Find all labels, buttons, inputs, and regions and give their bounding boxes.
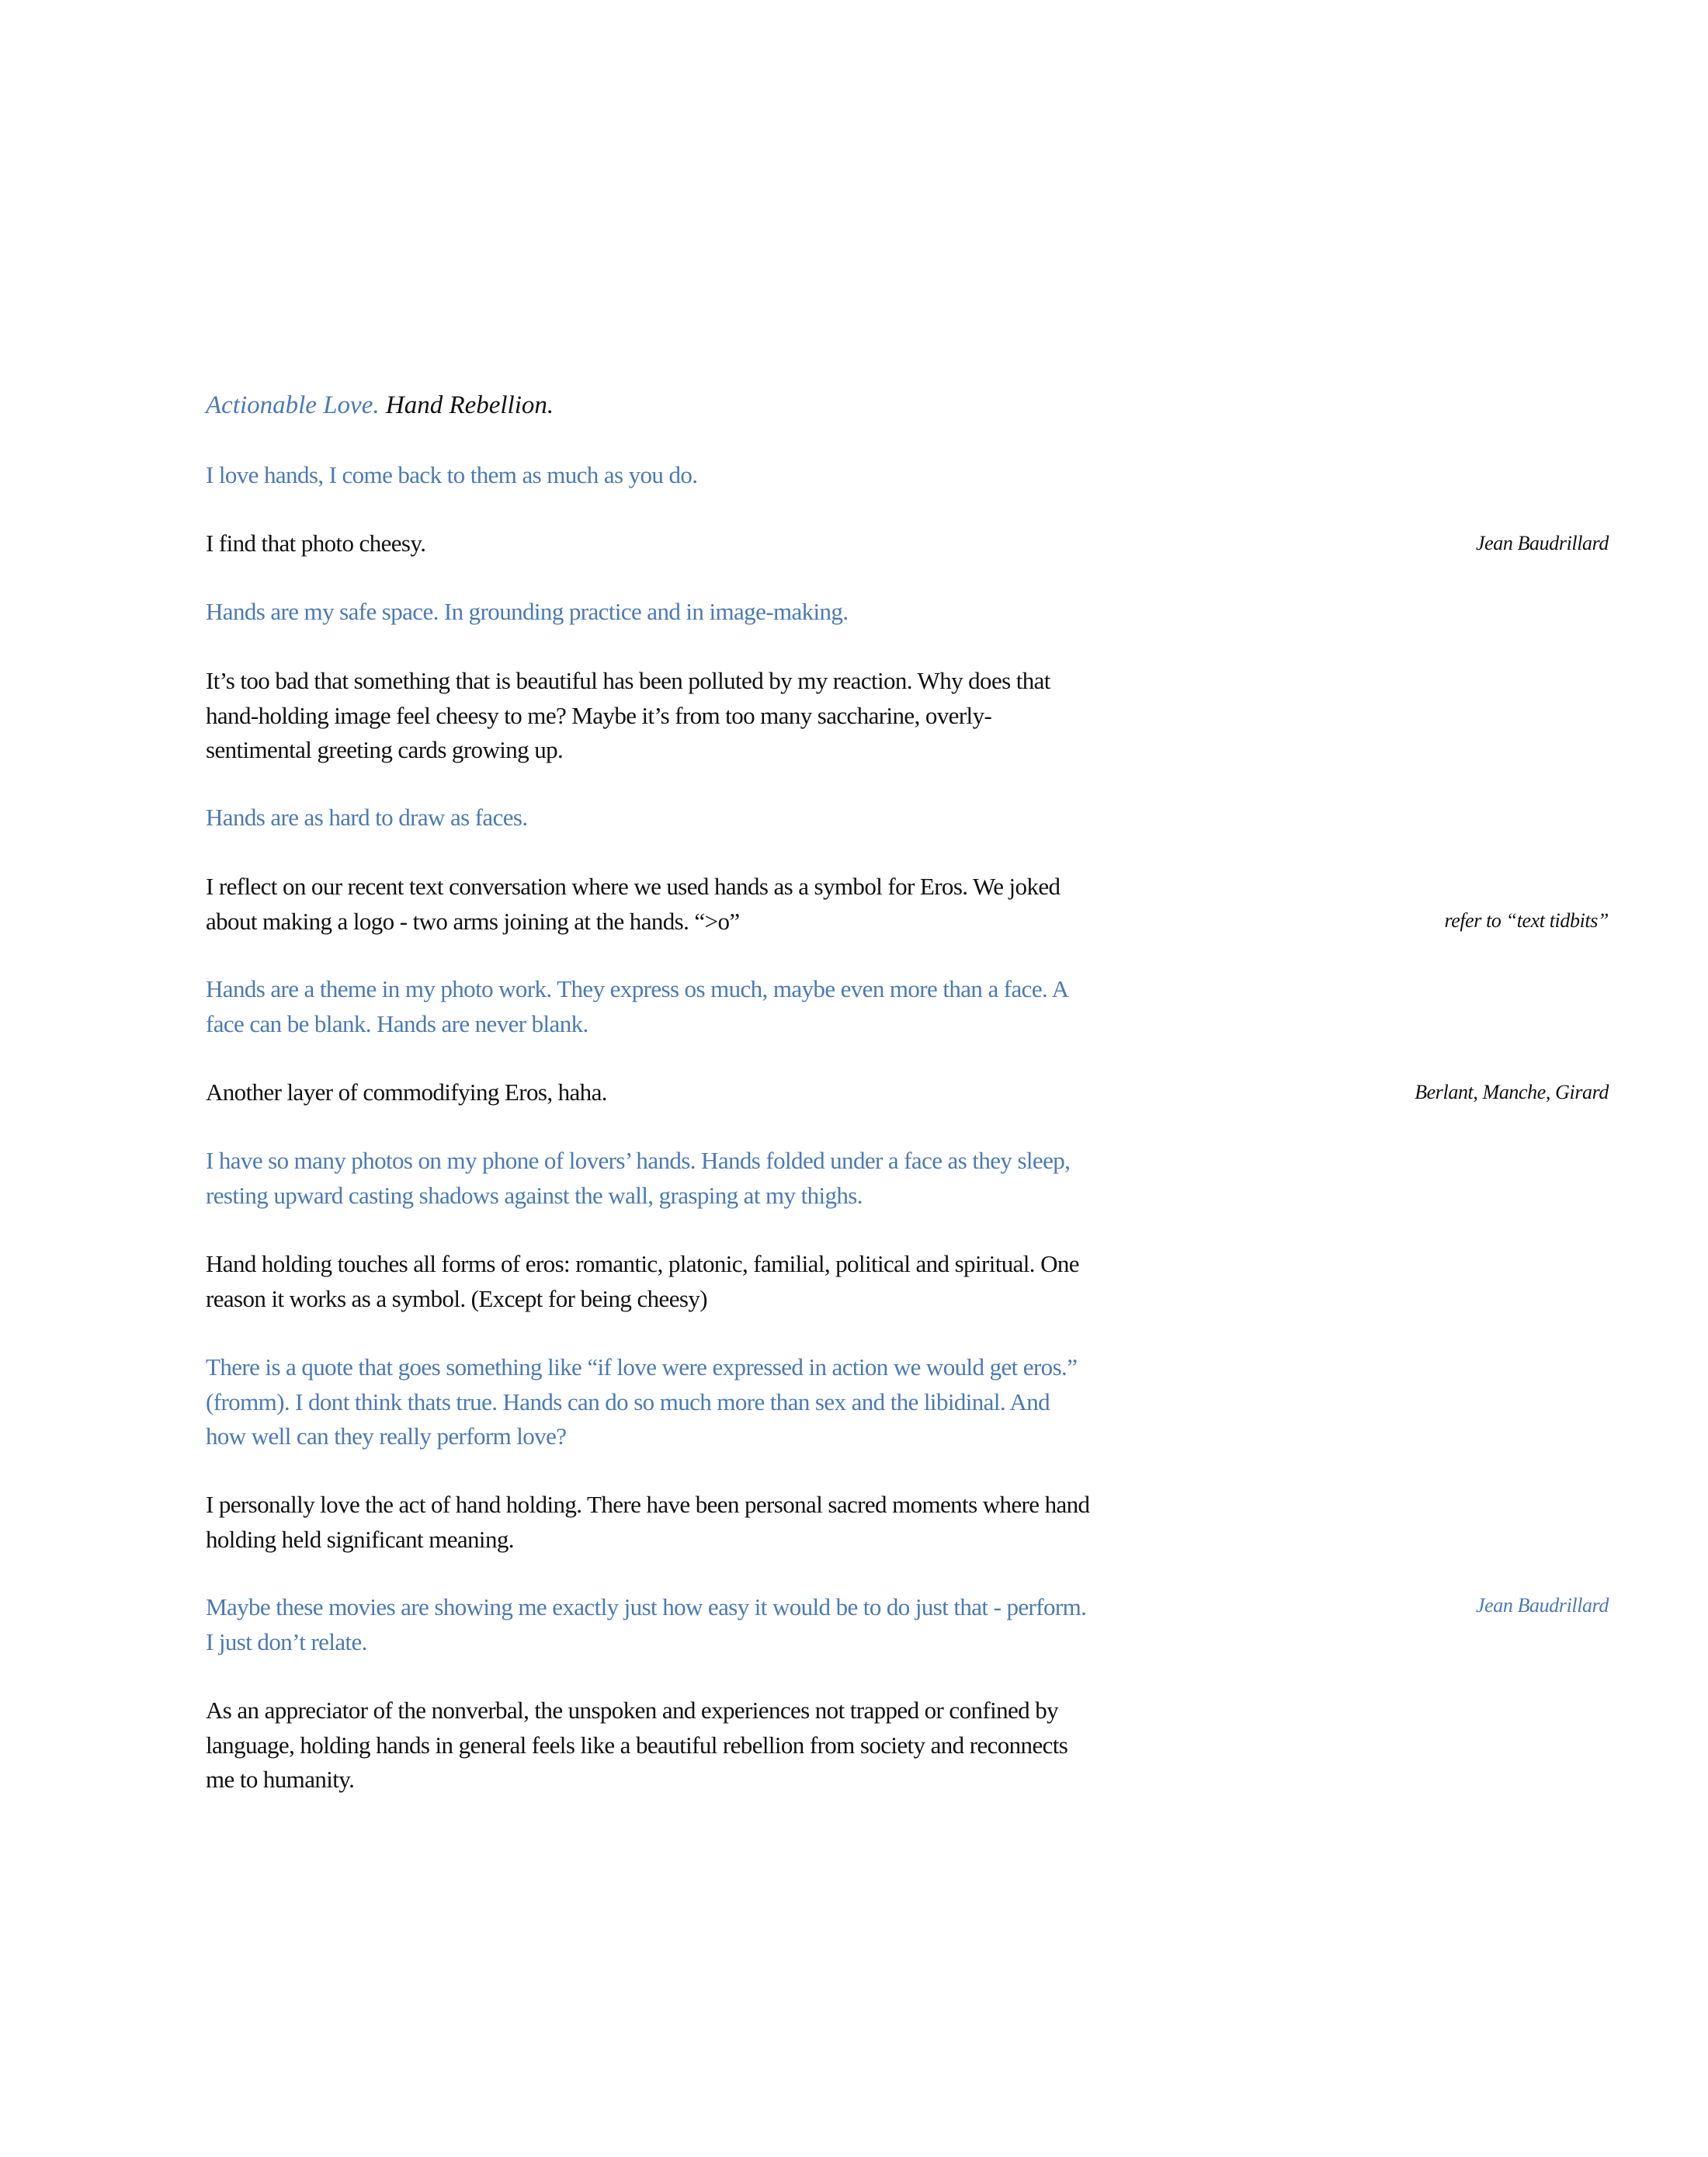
journal-entry: It’s too bad that something that is beautiful has been polluted by my reaction. Why does that hand-holding image feel cheesy to me? Maybe it’s from too many saccharine, overly-sentimental greeting cards growing up. xyxy=(206,667,1050,763)
title-hand-rebellion: Hand Rebellion. xyxy=(385,391,554,419)
journal-entry: Another layer of commodifying Eros, haha. xyxy=(206,1078,607,1106)
side-note: refer to “text tidbits” xyxy=(1444,909,1609,932)
journal-entry: As an appreciator of the nonverbal, the unspoken and experiences not trapped or confined by language, holding hands in general feels like a beautiful rebellion from society and reconnects me to humanity. xyxy=(206,1697,1068,1793)
journal-entry: Hands are as hard to draw as faces. xyxy=(206,804,528,831)
side-note: Berlant, Manche, Girard xyxy=(1415,1081,1609,1103)
journal-entry: Hands are my safe space. In grounding practice and in image-making. xyxy=(206,598,849,625)
journal-entry: Hands are a theme in my photo work. They express os much, maybe even more than a face. A face can be blank. Hands are never blank. xyxy=(206,975,1068,1037)
journal-entry: Maybe these movies are showing me exactly just how easy it would be to do just that - perform. I just don’t relate. xyxy=(206,1593,1087,1655)
journal-entry: I find that photo cheesy. xyxy=(206,530,426,557)
title-actionable-love: Actionable Love. xyxy=(206,391,380,419)
journal-entry: I personally love the act of hand holding. There have been personal sacred moments where hand holding held significant meaning. xyxy=(206,1491,1090,1553)
journal-entry: I have so many photos on my phone of lovers’ hands. Hands folded under a face as they sleep, resting upward casting shadows against the wall, grasping at my thighs. xyxy=(206,1147,1071,1209)
journal-entry: There is a quote that goes something like “if love were expressed in action we would get eros.” (fromm). I dont think thats true. Hands can do so much more than sex and the libidinal. And how well can they really perform love? xyxy=(206,1353,1078,1450)
document-title xyxy=(206,388,554,422)
journal-entry: I love hands, I come back to them as much as you do. xyxy=(206,461,698,488)
side-note: Jean Baudrillard xyxy=(1475,532,1609,554)
journal-entry: I reflect on our recent text conversation where we used hands as a symbol for Eros. We joked about making a logo - two arms joining at the hands. “>o” xyxy=(206,873,1061,935)
side-note: Jean Baudrillard xyxy=(1475,1594,1609,1617)
journal-entry: Hand holding touches all forms of eros: romantic, platonic, familial, political and spiritual. One reason it works as a symbol. (Except for being cheesy) xyxy=(206,1250,1079,1312)
